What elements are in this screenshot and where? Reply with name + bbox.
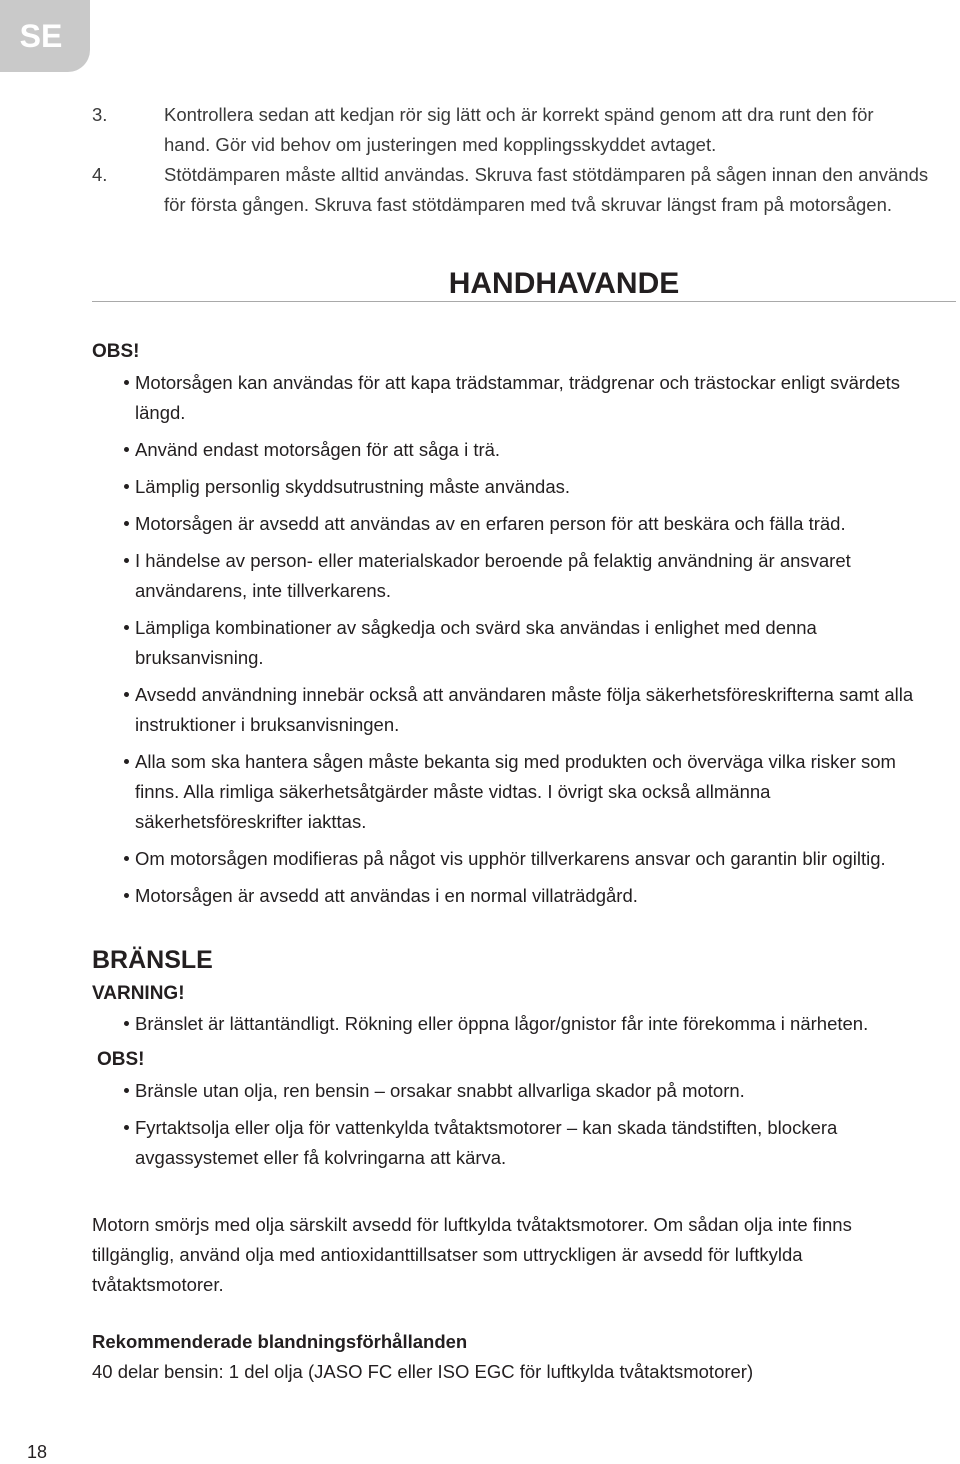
bullet-line: användarens, inte tillverkarens. bbox=[135, 580, 392, 601]
warning-list bbox=[108, 1009, 938, 1039]
paragraph-line: tillgänglig, använd olja med antioxidanttillsatser som uttryckligen är avsedd för luftkylda bbox=[92, 1244, 803, 1265]
bullet-item bbox=[108, 1113, 938, 1173]
bullet-line: avgassystemet eller få kolvringarna att kärva. bbox=[135, 1147, 507, 1168]
bullet-line: Bränsle utan olja, ren bensin – orsakar snabbt allvarliga skador på motorn. bbox=[135, 1080, 745, 1101]
bullet-line: längd. bbox=[135, 402, 186, 423]
bullet-item bbox=[108, 747, 938, 837]
step-line: Stötdämparen måste alltid användas. Skruva fast stötdämparen på sågen innan den används bbox=[164, 164, 929, 185]
bullet-line: Lämpliga kombinationer av sågkedja och svärd ska användas i enlighet med denna bbox=[135, 617, 817, 638]
step-number: 4. bbox=[92, 164, 108, 185]
bullet-item bbox=[108, 613, 938, 673]
bullet-line: säkerhetsföreskrifter iakttas. bbox=[135, 811, 367, 832]
step-line: Kontrollera sedan att kedjan rör sig lätt och är korrekt spänd genom att dra runt den för bbox=[164, 104, 874, 125]
step-item bbox=[92, 100, 960, 160]
bullet-line: Använd endast motorsågen för att såga i trä. bbox=[135, 439, 501, 460]
mix-text: 40 delar bensin: 1 del olja (JASO FC eller ISO EGC för luftkylda tvåtaktsmotorer) bbox=[92, 1361, 754, 1382]
step-line: för första gången. Skruva fast stötdämparen med två skruvar längst fram på motorsågen. bbox=[164, 194, 893, 215]
fuel-heading: BRÄNSLE bbox=[92, 946, 213, 974]
bullet-line: Om motorsågen modifieras på något vis upphör tillverkarens ansvar och garantin blir ogiltig. bbox=[135, 848, 886, 869]
bullet-item bbox=[108, 844, 938, 874]
section-title: HANDHAVANDE bbox=[92, 266, 956, 302]
bullet-item bbox=[108, 1076, 938, 1106]
bullet-line: Motorsågen är avsedd att användas i en normal villaträdgård. bbox=[135, 885, 638, 906]
language-tab: SE bbox=[0, 0, 90, 72]
bullet-line: I händelse av person- eller materialskador beroende på felaktig användning är ansvaret bbox=[135, 550, 851, 571]
bullet-line: finns. Alla rimliga säkerhetsåtgärder måste vidtas. I övrigt ska också allmänna bbox=[135, 781, 771, 802]
page-number: 18 bbox=[27, 1442, 48, 1462]
step-line: hand. Gör vid behov om justeringen med kopplingsskyddet avtaget. bbox=[164, 134, 717, 155]
bullet-item bbox=[108, 509, 938, 539]
numbered-steps bbox=[92, 100, 960, 220]
bullet-line: instruktioner i bruksanvisningen. bbox=[135, 714, 400, 735]
step-number: 3. bbox=[92, 104, 108, 125]
paragraph-line: Motorn smörjs med olja särskilt avsedd för luftkylda tvåtaktsmotorer. Om sådan olja inte finns bbox=[92, 1214, 852, 1235]
bullet-line: bruksanvisning. bbox=[135, 647, 264, 668]
bullet-item bbox=[108, 1009, 938, 1039]
bullet-line: Motorsågen kan användas för att kapa trädstammar, trädgrenar och trästockar enligt svärdets bbox=[135, 372, 901, 393]
warning-label: VARNING! bbox=[92, 983, 185, 1004]
bullet-line: Lämplig personlig skyddsutrustning måste användas. bbox=[135, 476, 570, 497]
oil-paragraph bbox=[92, 1210, 912, 1300]
bullet-item bbox=[108, 435, 938, 465]
bullet-item bbox=[108, 472, 938, 502]
bullet-item bbox=[108, 546, 938, 606]
obs-list-fuel bbox=[108, 1076, 938, 1173]
step-item bbox=[92, 160, 960, 220]
bullet-line: Bränslet är lättantändligt. Rökning eller öppna lågor/gnistor får inte förekomma i närheten. bbox=[135, 1013, 869, 1034]
obs-label: OBS! bbox=[92, 341, 140, 362]
bullet-line: Avsedd användning innebär också att användaren måste följa säkerhetsföreskrifterna samt alla bbox=[135, 684, 914, 705]
bullet-item bbox=[108, 368, 938, 428]
bullet-line: Motorsågen är avsedd att användas av en erfaren person för att beskära och fälla träd. bbox=[135, 513, 846, 534]
obs-list bbox=[108, 368, 938, 911]
bullet-item bbox=[108, 680, 938, 740]
paragraph-line: tvåtaktsmotorer. bbox=[92, 1274, 224, 1295]
obs-label-fuel: OBS! bbox=[97, 1049, 145, 1070]
mix-heading: Rekommenderade blandningsförhållanden bbox=[92, 1331, 468, 1352]
bullet-item bbox=[108, 881, 938, 911]
bullet-line: Alla som ska hantera sågen måste bekanta sig med produkten och överväga vilka risker som bbox=[135, 751, 896, 772]
bullet-line: Fyrtaktsolja eller olja för vattenkylda tvåtaktsmotorer – kan skada tändstiften, blockera bbox=[135, 1117, 838, 1138]
